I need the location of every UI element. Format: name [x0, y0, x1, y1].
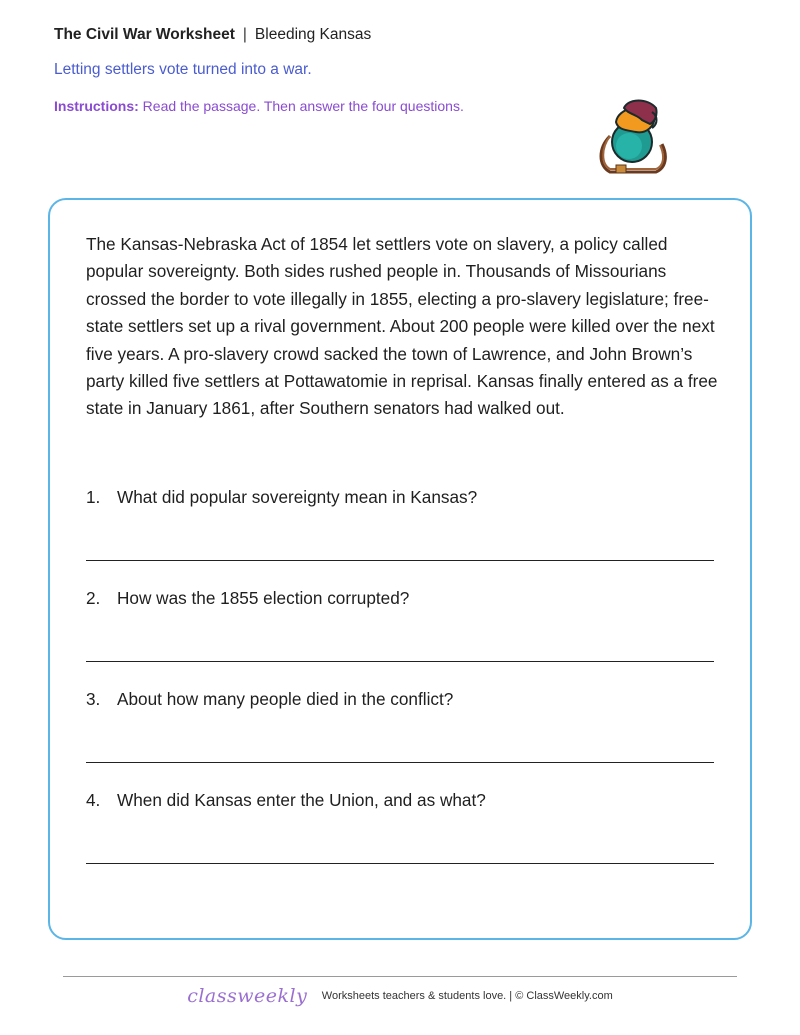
footer-divider — [63, 976, 737, 977]
question-1 — [86, 487, 477, 508]
footer-tagline: Worksheets teachers & students love. | © ClassWeekly.com — [321, 990, 613, 1002]
worksheet-title: The Civil War Worksheet — [54, 26, 235, 43]
question-text: When did Kansas enter the Union, and as what? — [117, 790, 486, 810]
answer-line-2[interactable] — [86, 661, 714, 662]
worksheet-subtitle: Letting settlers vote turned into a war. — [54, 61, 312, 78]
instructions — [54, 98, 464, 114]
header-separator: | — [242, 26, 247, 43]
instructions-label: Instructions: — [54, 98, 139, 114]
question-2 — [86, 588, 409, 609]
brand-logo[interactable]: classweekly — [187, 985, 308, 1007]
question-text: About how many people died in the conflict? — [117, 689, 454, 709]
question-text: What did popular sovereignty mean in Kansas? — [117, 487, 478, 507]
question-number: 1. — [86, 487, 101, 507]
worksheet-topic: Bleeding Kansas — [254, 26, 372, 43]
reading-passage: The Kansas-Nebraska Act of 1854 let settlers vote on slavery, a policy called popular sovereignty. Both sides rushed people in. Thousands of Missourians crossed the border to vote illegally in 1855, electing a pro-slavery legislature; free-state settlers set up a rival government. About 200 people were killed over the next five years. A pro-slavery crowd sacked the town of Lawrence, and John Brown’s party killed five settlers at Pottawatomie in reprisal. Kansas finally entered as a free state in January 1861, after Southern senators had walked out. — [86, 234, 718, 419]
worksheet-header — [54, 26, 371, 44]
question-4 — [86, 790, 486, 811]
canteen-icon — [596, 96, 672, 178]
question-number: 2. — [86, 588, 101, 608]
question-number: 3. — [86, 689, 101, 709]
answer-line-3[interactable] — [86, 762, 714, 763]
question-3 — [86, 689, 453, 710]
footer — [0, 985, 800, 1007]
answer-line-1[interactable] — [86, 560, 714, 561]
instructions-text: Read the passage. Then answer the four questions. — [142, 98, 464, 114]
question-number: 4. — [86, 790, 101, 810]
answer-line-4[interactable] — [86, 863, 714, 864]
question-text: How was the 1855 election corrupted? — [117, 588, 410, 608]
